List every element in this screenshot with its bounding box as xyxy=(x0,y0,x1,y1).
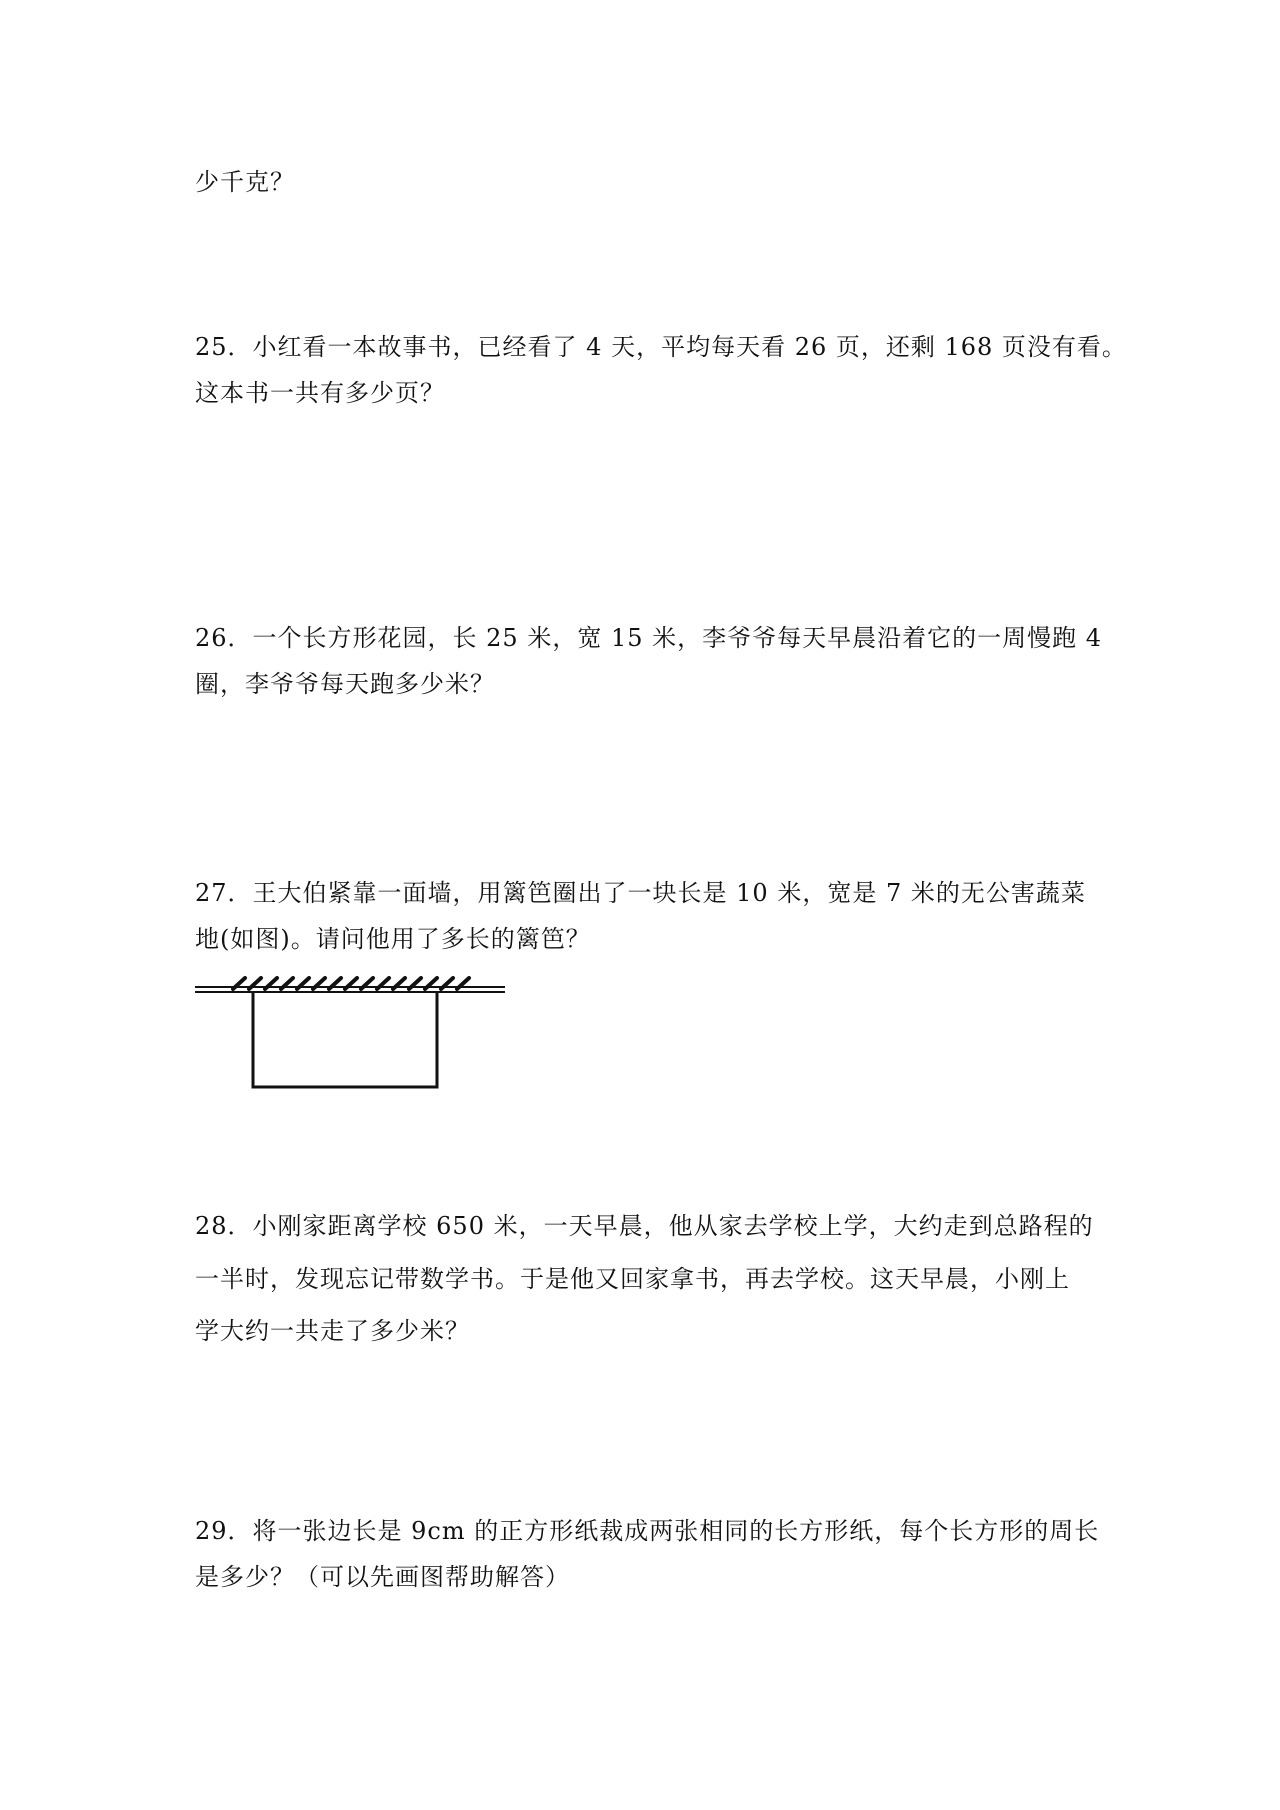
q27-line-1: 27．王大伯紧靠一面墙，用篱笆圈出了一块长是 10 米，宽是 7 米的无公害蔬菜 xyxy=(195,879,1086,907)
q27-line-2: 地(如图)。请问他用了多长的篱笆？ xyxy=(195,925,591,953)
q28-line-3: 学大约一共走了多少米？ xyxy=(195,1317,470,1345)
q28-line-2: 一半时，发现忘记带数学书。于是他又回家拿书，再去学校。这天早晨，小刚上 xyxy=(195,1265,1070,1293)
q28-line-1: 28．小刚家距离学校 650 米，一天早晨，他从家去学校上学，大约走到总路程的 xyxy=(195,1212,1094,1240)
q29-line-2: 是多少？（可以先画图帮助解答） xyxy=(195,1563,570,1591)
q25-line-2: 这本书一共有多少页？ xyxy=(195,379,445,407)
wall-with-rectangle-fence-icon xyxy=(195,976,515,1091)
q26-line-2: 圈，李爷爷每天跑多少米？ xyxy=(195,670,495,698)
q26-line-1: 26．一个长方形花园，长 25 米，宽 15 米，李爷爷每天早晨沿着它的一周慢跑 4 xyxy=(195,624,1103,652)
wall-fence-figure xyxy=(195,976,515,1095)
fragment-line-1: 少千克？ xyxy=(195,168,295,196)
q29-line-1: 29．将一张边长是 9cm 的正方形纸裁成两张相同的长方形纸，每个长方形的周长 xyxy=(195,1517,1100,1545)
fence-rectangle xyxy=(253,992,437,1087)
q25-line-1: 25．小红看一本故事书，已经看了 4 天，平均每天看 26 页，还剩 168 页没有看。 xyxy=(195,333,1127,361)
